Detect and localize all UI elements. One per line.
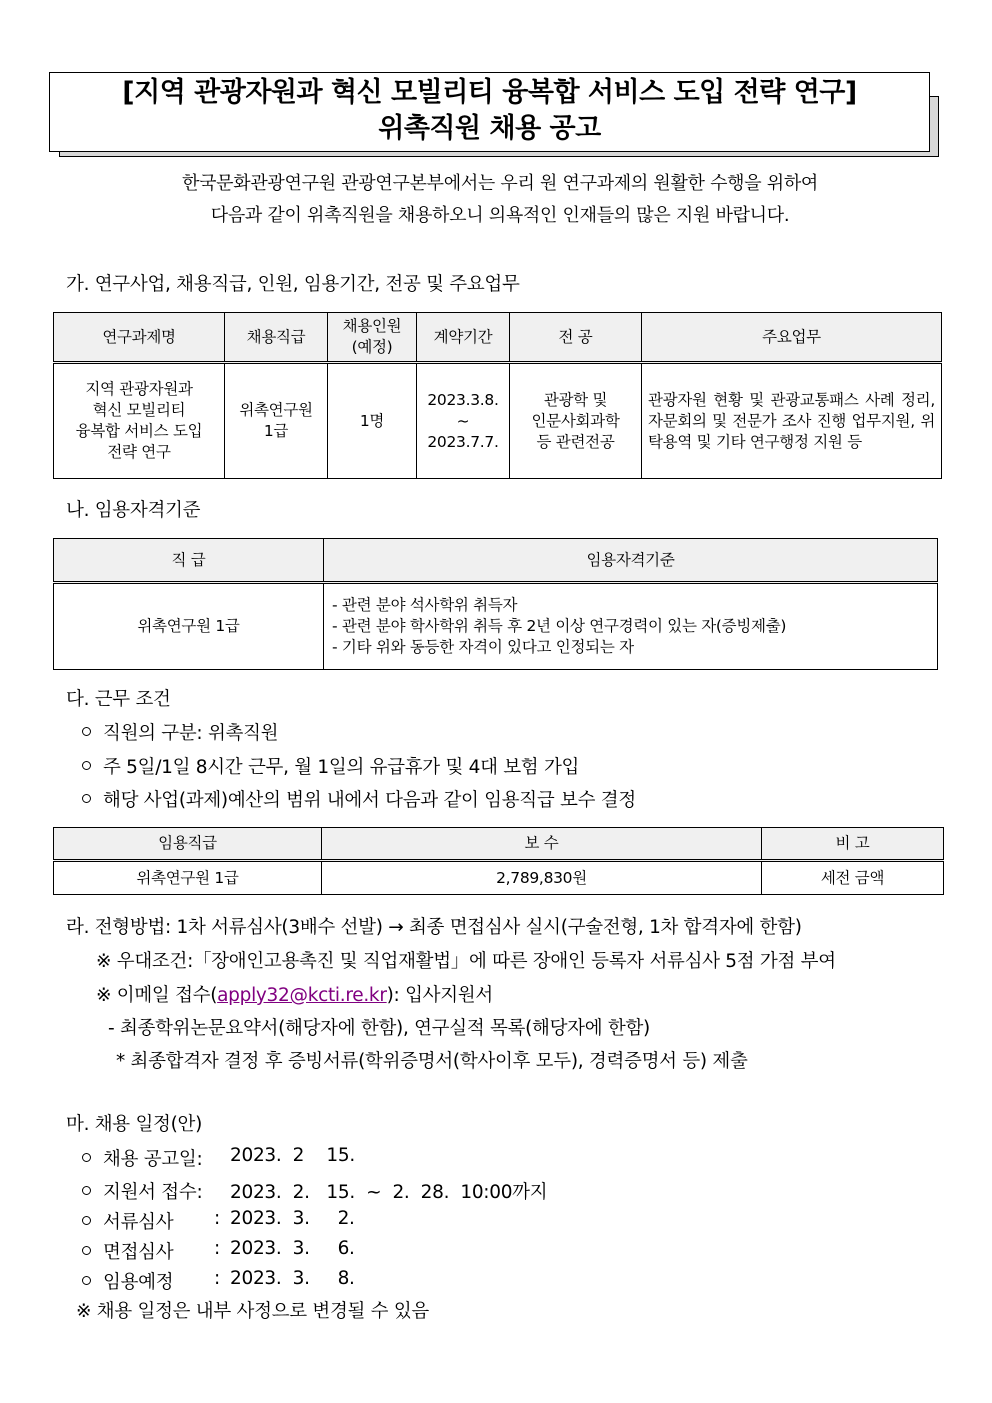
circle-bullet-icon — [82, 727, 91, 736]
section-heading-ma: 마. 채용 일정(안) — [66, 1114, 203, 1135]
cell-pay: 2,789,830원 — [322, 861, 762, 895]
circle-bullet-icon — [82, 1216, 91, 1225]
title-box — [49, 72, 930, 152]
header-major: 전 공 — [510, 313, 642, 363]
cell-contract-period: 2023.3.8. ~ 2023.7.7. — [417, 363, 510, 479]
work-condition-item: 주 5일/1일 8시간 근무, 월 1일의 유급휴가 및 4대 보험 가입 — [82, 753, 579, 779]
cell-project-name: 지역 관광자원과 혁신 모빌리티 융복합 서비스 도입 전략 연구 — [54, 363, 225, 479]
section-heading-ga: 가. 연구사업, 채용직급, 인원, 임용기간, 전공 및 주요업무 — [66, 274, 520, 295]
circle-bullet-icon — [82, 1246, 91, 1255]
cell-headcount: 1명 — [328, 363, 417, 479]
cell-grade: 위촉연구원 1급 — [225, 363, 328, 479]
circle-bullet-icon — [82, 1186, 91, 1195]
header-grade: 채용직급 — [225, 313, 328, 363]
header-project-name: 연구과제명 — [54, 313, 225, 363]
cell-grade: 위촉연구원 1급 — [54, 861, 322, 895]
section-heading-ra: 라. 전형방법: 1차 서류심사(3배수 선발) → 최종 면접심사 실시(구술전형, 1차 합격자에 한함) — [66, 917, 802, 938]
salary-table — [53, 827, 944, 895]
intro-line-2: 다음과 같이 위촉직원을 채용하오니 의욕적인 인재들의 많은 지원 바랍니다. — [210, 205, 790, 226]
page-title: [지역 관광자원과 혁신 모빌리티 융복합 서비스 도입 전략 연구] — [122, 77, 857, 108]
circle-bullet-icon — [82, 1153, 91, 1162]
schedule-item: 서류심사 : 2023. 3. 2. — [82, 1208, 173, 1234]
circle-bullet-icon — [82, 1276, 91, 1285]
email-link[interactable]: apply32@kcti.re.kr — [217, 985, 387, 1006]
page-subtitle: 위촉직원 채용 공고 — [378, 113, 601, 144]
section-heading-na: 나. 임용자격기준 — [66, 500, 201, 521]
table-row — [54, 583, 938, 670]
schedule-note: ※ 채용 일정은 내부 사정으로 변경될 수 있음 — [76, 1301, 429, 1322]
required-docs: - 최종학위논문요약서(해당자에 한함), 연구실적 목록(해당자에 한함) — [108, 1018, 650, 1039]
cell-major: 관광학 및 인문사회과학 등 관련전공 — [510, 363, 642, 479]
header-pay: 보 수 — [322, 828, 762, 861]
header-grade: 직 급 — [54, 539, 324, 583]
header-duties: 주요업무 — [642, 313, 942, 363]
intro-line-1: 한국문화관광연구원 관광연구본부에서는 우리 원 연구과제의 원활한 수행을 위하여 — [181, 173, 819, 194]
cell-note: 세전 금액 — [762, 861, 944, 895]
work-condition-item: 해당 사업(과제)예산의 범위 내에서 다음과 같이 임용직급 보수 결정 — [82, 786, 636, 812]
circle-bullet-icon — [82, 794, 91, 803]
schedule-item: 채용 공고일: 2023. 2 15. — [82, 1145, 202, 1171]
final-docs-note: * 최종합격자 결정 후 증빙서류(학위증명서(학사이후 모두), 경력증명서 등) 제출 — [116, 1051, 748, 1072]
preference-note: ※ 우대조건:「장애인고용촉진 및 직업재활법」에 따른 장애인 등록자 서류심사 5점 가점 부여 — [96, 951, 836, 972]
section-heading-da: 다. 근무 조건 — [66, 689, 171, 710]
table-row — [54, 861, 944, 895]
work-condition-item: 직원의 구분: 위촉직원 — [82, 719, 278, 745]
research-project-table — [53, 312, 942, 479]
header-contract-period: 계약기간 — [417, 313, 510, 363]
schedule-item: 면접심사 : 2023. 3. 6. — [82, 1238, 173, 1264]
circle-bullet-icon — [82, 761, 91, 770]
schedule-item: 임용예정 : 2023. 3. 8. — [82, 1268, 173, 1294]
header-grade: 임용직급 — [54, 828, 322, 861]
header-criteria: 임용자격기준 — [324, 539, 938, 583]
header-note: 비 고 — [762, 828, 944, 861]
cell-grade: 위촉연구원 1급 — [54, 583, 324, 670]
cell-duties: 관광자원 현황 및 관광교통패스 사례 정리, 자문회의 및 전문가 조사 진행 업무지원, 위탁용역 및 기타 연구행정 지원 등 — [642, 363, 942, 479]
qualification-table — [53, 538, 938, 670]
schedule-item: 지원서 접수: 2023. 2. 15. ~ 2. 28. 10:00까지 — [82, 1178, 202, 1204]
cell-criteria: - 관련 분야 석사학위 취득자 - 관련 분야 학사학위 취득 후 2년 이상 연구경력이 있는 자(증빙제출) - 기타 위와 동등한 자격이 있다고 인정되는 자 — [324, 583, 938, 670]
table-row — [54, 363, 942, 479]
header-headcount: 채용인원 (예정) — [328, 313, 417, 363]
email-application-note: ※ 이메일 접수(apply32@kcti.re.kr): 입사지원서 — [96, 985, 493, 1006]
